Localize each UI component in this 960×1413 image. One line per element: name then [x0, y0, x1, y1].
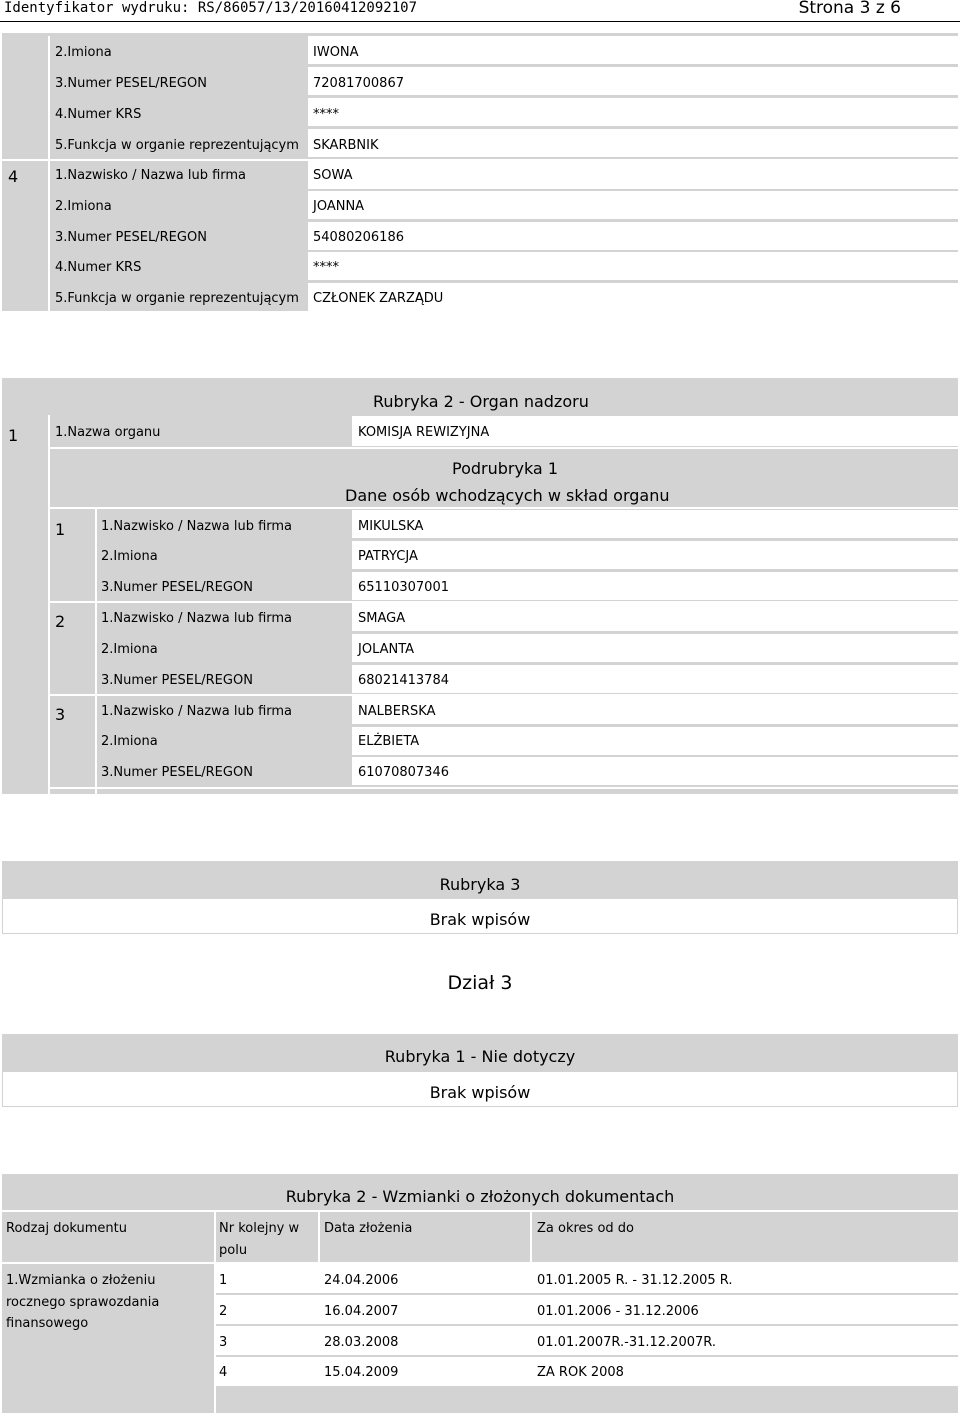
field-value: ****	[313, 260, 339, 275]
field-label: 4.Numer KRS	[55, 107, 142, 122]
row-date: 28.03.2008	[324, 1335, 399, 1350]
field-value: 54080206186	[313, 230, 404, 245]
section-title: Rubryka 3	[439, 875, 521, 894]
field-value: 72081700867	[313, 76, 404, 91]
header-rule	[0, 21, 960, 22]
empty-notice: Brak wpisów	[429, 1083, 531, 1102]
field-value: ****	[313, 107, 339, 122]
person-number: 1	[55, 520, 66, 539]
row-period: ZA ROK 2008	[537, 1365, 624, 1380]
row-number: 1	[219, 1273, 228, 1288]
field-value: 65110307001	[358, 580, 449, 595]
field-value: KOMISJA REWIZYJNA	[358, 425, 490, 440]
field-label: 2.Imiona	[101, 642, 158, 657]
row-date: 16.04.2007	[324, 1304, 399, 1319]
field-value: 68021413784	[358, 673, 449, 688]
row-period: 01.01.2007R.-31.12.2007R.	[537, 1335, 716, 1350]
column-divider	[530, 1212, 532, 1262]
value-cell	[308, 129, 958, 157]
value-cell	[308, 36, 958, 64]
field-value: CZŁONEK ZARZĄDU	[313, 291, 444, 306]
value-cell	[308, 191, 958, 219]
field-label: 3.Numer PESEL/REGON	[55, 230, 207, 245]
value-cell	[352, 510, 958, 538]
row-date: 15.04.2009	[324, 1365, 399, 1380]
field-value: ELŻBIETA	[358, 734, 420, 749]
field-label: 3.Numer PESEL/REGON	[55, 76, 207, 91]
row-number: 2	[219, 1304, 228, 1319]
division-title: Dział 3	[447, 972, 513, 994]
field-value: SKARBNIK	[313, 138, 379, 153]
row-period: 01.01.2005 R. - 31.12.2005 R.	[537, 1273, 733, 1288]
field-label: 1.Nazwa organu	[55, 425, 161, 440]
field-label: 1.Nazwisko / Nazwa lub firma	[101, 704, 293, 719]
column-header-period: Za okres od do	[537, 1221, 634, 1236]
field-label: 3.Numer PESEL/REGON	[101, 765, 253, 780]
column-divider	[48, 36, 50, 311]
field-label: 2.Imiona	[55, 199, 112, 214]
print-identifier: Identyfikator wydruku: RS/86057/13/20160412092107	[4, 0, 418, 16]
field-label: 3.Numer PESEL/REGON	[101, 673, 253, 688]
field-label: 2.Imiona	[101, 549, 158, 564]
value-cell	[308, 252, 958, 280]
value-cell	[352, 727, 958, 755]
field-label: 4.Numer KRS	[55, 260, 142, 275]
value-cell	[308, 222, 958, 250]
subsection-title: Podrubryka 1	[452, 459, 558, 478]
field-value: JOANNA	[313, 199, 365, 214]
value-cell	[352, 696, 958, 724]
field-label: 2.Imiona	[101, 734, 158, 749]
field-label: 5.Funkcja w organie reprezentującym	[55, 291, 299, 306]
column-header-doc-type: Rodzaj dokumentu	[6, 1221, 127, 1236]
field-label: 1.Nazwisko / Nazwa lub firma	[101, 611, 293, 626]
value-cell	[352, 603, 958, 631]
field-label: 5.Funkcja w organie reprezentującym	[55, 138, 299, 153]
row-number: 3	[219, 1335, 228, 1350]
person-number: 3	[55, 705, 66, 724]
section-title: Rubryka 2 - Wzmianki o złożonych dokumentach	[285, 1187, 675, 1206]
sub-separator	[50, 447, 958, 449]
value-cell	[308, 98, 958, 126]
column-header-date: Data złożenia	[324, 1221, 413, 1236]
field-label: 1.Nazwisko / Nazwa lub firma	[101, 519, 293, 534]
value-cell	[308, 67, 958, 95]
field-label: 1.Nazwisko / Nazwa lub firma	[55, 168, 247, 183]
value-cell	[308, 161, 958, 189]
section-title: Rubryka 1 - Nie dotyczy	[384, 1047, 576, 1066]
subsection-subtitle: Dane osób wchodzących w skład organu	[345, 486, 670, 505]
field-value: SMAGA	[358, 611, 406, 626]
field-value: NALBERSKA	[358, 704, 436, 719]
doc-type-line: rocznego sprawozdania	[6, 1295, 160, 1310]
empty-notice: Brak wpisów	[429, 910, 531, 929]
row-date: 24.04.2006	[324, 1273, 399, 1288]
column-header-number-line2: polu	[219, 1243, 248, 1258]
field-value: MIKULSKA	[358, 519, 424, 534]
entry-separator	[50, 507, 958, 509]
row-period: 01.01.2006 - 31.12.2006	[537, 1304, 699, 1319]
entry-number: 1	[8, 426, 19, 445]
column-divider	[95, 507, 97, 794]
value-cell	[352, 541, 958, 569]
row-number: 4	[219, 1365, 228, 1380]
field-label: 2.Imiona	[55, 45, 112, 60]
header-separator	[2, 1210, 958, 1212]
field-value: JOLANTA	[358, 642, 415, 657]
page-number: Strona 3 z 6	[798, 0, 901, 18]
column-divider	[318, 1212, 320, 1262]
doc-type-line: finansowego	[6, 1316, 89, 1331]
field-value: IWONA	[313, 45, 359, 60]
section-title: Rubryka 2 - Organ nadzoru	[373, 392, 589, 411]
column-divider	[48, 415, 50, 794]
person-number: 2	[55, 612, 66, 631]
entry-number: 4	[8, 167, 19, 186]
value-cell	[352, 634, 958, 662]
field-value: PATRYCJA	[358, 549, 418, 564]
column-header-number: Nr kolejny w	[219, 1221, 300, 1236]
doc-type-line: 1.Wzmianka o złożeniu	[6, 1273, 156, 1288]
field-value: 61070807346	[358, 765, 449, 780]
field-value: SOWA	[313, 168, 353, 183]
entry-separator	[50, 787, 958, 789]
field-label: 3.Numer PESEL/REGON	[101, 580, 253, 595]
